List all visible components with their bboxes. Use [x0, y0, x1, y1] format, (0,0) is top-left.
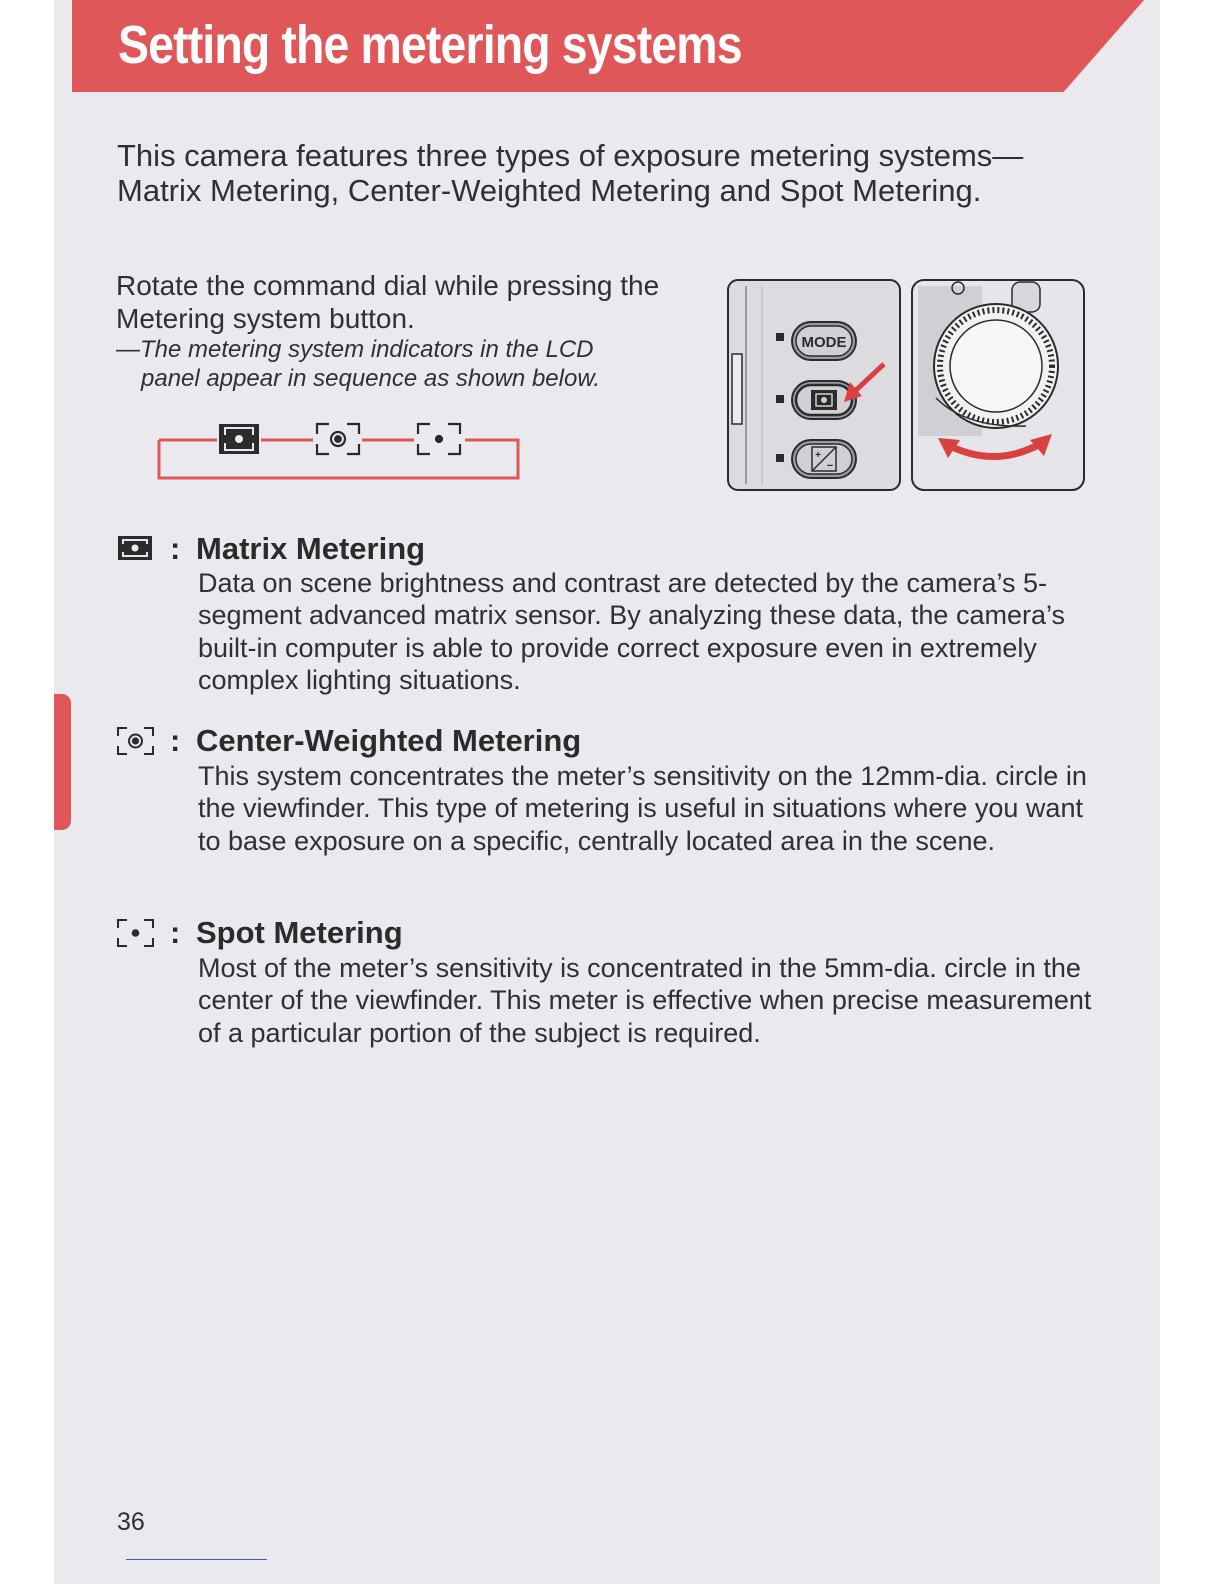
matrix-metering-icon [116, 534, 160, 564]
instruction-text: Rotate the command dial while pressing the Metering system button. [116, 270, 660, 334]
center-weighted-metering-description: This system concentrates the meter’s sensitivity on the 12mm-dia. circle in the viewfinder. This type of metering is useful in situations where you want to base exposure on a specific, centrally located area in the scene. [198, 761, 1087, 856]
svg-text:+: + [815, 450, 821, 461]
page-number: 36 [117, 1508, 145, 1536]
matrix-metering-heading: Matrix Metering [196, 531, 426, 566]
center-weighted-metering-icon [317, 424, 359, 454]
intro-paragraph: This camera features three types of exposure metering systems—Matrix Metering, Center-Weighted Metering and Spot Metering. [117, 138, 1024, 208]
metering-sequence-diagram [155, 418, 523, 484]
page-title: Setting the metering systems [118, 15, 742, 75]
camera-buttons-illustration [726, 278, 1086, 492]
svg-text:−: − [826, 460, 834, 472]
spot-metering-heading: Spot Metering [196, 915, 403, 950]
center-weighted-metering-heading: Center-Weighted Metering [196, 723, 582, 758]
entry-colon: : [170, 531, 181, 566]
matrix-metering-description: Data on scene brightness and contrast are detected by the camera’s 5-segment advanced matrix sensor. By analyzing these data, the camera’s built-in computer is able to provide correct exposure even in extremely complex lighting situations. [198, 568, 1065, 695]
section-tab [54, 694, 71, 830]
center-weighted-metering-icon [116, 726, 160, 756]
mode-button-label: MODE [801, 334, 847, 351]
spot-metering-icon [418, 424, 460, 454]
instruction-note-line-1: —The metering system indicators in the LCD [116, 336, 594, 363]
matrix-metering-icon [219, 424, 259, 454]
spot-metering-icon [116, 918, 160, 948]
instruction-note-line-2: panel appear in sequence as shown below. [141, 365, 600, 392]
entry-colon: : [170, 915, 181, 950]
bottom-rule [126, 1559, 267, 1560]
spot-metering-description: Most of the meter’s sensitivity is concentrated in the 5mm-dia. circle in the center of the viewfinder. This meter is effective when precise measurement of a particular portion of the subject is required. [198, 953, 1092, 1048]
entry-colon: : [170, 723, 181, 758]
